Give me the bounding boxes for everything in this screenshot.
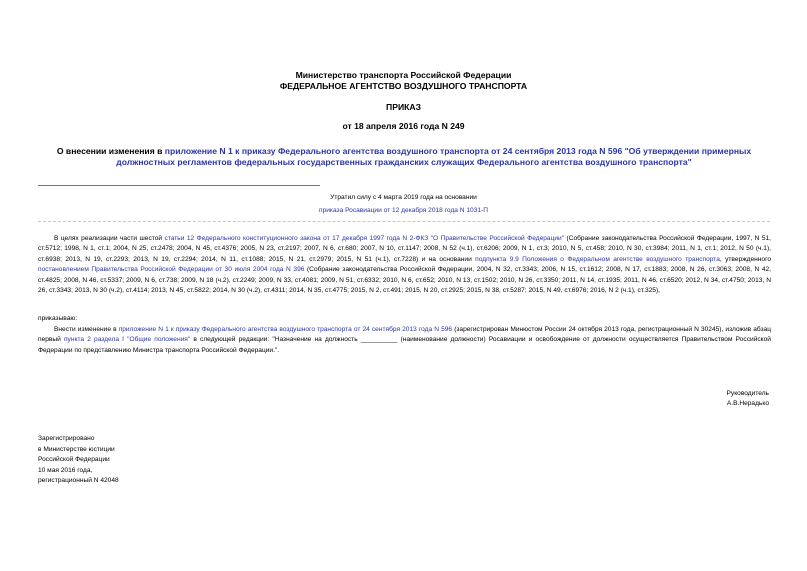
registration-line: Зарегистрировано bbox=[38, 435, 95, 442]
registration-line: 10 мая 2016 года, bbox=[38, 466, 93, 474]
order-text-1: Внести изменение в bbox=[54, 326, 119, 333]
status-note: Утратил силу с 4 марта 2019 года на основании bbox=[330, 194, 477, 201]
preamble-paragraph bbox=[38, 234, 771, 296]
link-subpoint-9-9[interactable]: подпункта 9.9 Положения о Федеральном агентстве воздушного транспорта bbox=[475, 255, 720, 263]
document-type: ПРИКАЗ bbox=[386, 102, 421, 112]
title-link-appendix[interactable]: приложение N 1 к приказу Федерального агентства воздушного транспорта от 24 сентября 2013 года N 596 "Об утверждении примерных должностных регламентов федеральных государственных гражданских служащих Федерального агентства воздушного транспорта" bbox=[116, 146, 752, 167]
status-link-wrap bbox=[0, 207, 807, 214]
status-separator bbox=[38, 221, 770, 222]
order-text-3: в следующей редакции: "Назначение на должность __________ (наименование должности) Росавиации и освобождение от должности осуществляется Правительством Российской Федерации по представлению Министра транспорта Российской Федерации.". bbox=[38, 336, 771, 354]
preamble-text-1: В целях реализации части шестой bbox=[54, 235, 165, 242]
registration-line: Российской Федерации bbox=[38, 456, 110, 463]
status-link-rosaviatsia-order[interactable]: приказа Росавиации от 12 декабря 2018 года N 1031-П bbox=[319, 207, 488, 214]
order-paragraph bbox=[38, 325, 771, 356]
signature-role: Руководитель bbox=[726, 390, 769, 397]
link-appendix-1-order-596[interactable]: приложение N 1 к приказу Федерального агентства воздушного транспорта от 24 сентября 2013 года N 596 bbox=[118, 326, 453, 333]
registration-line: регистрационный N 42048 bbox=[38, 477, 119, 484]
signature-name: А.В.Нерадько bbox=[726, 400, 769, 407]
order-word: приказываю: bbox=[38, 315, 78, 322]
agency-name: ФЕДЕРАЛЬНОЕ АГЕНТСТВО ВОЗДУШНОГО ТРАНСПОРТА bbox=[279, 81, 528, 91]
separator-line bbox=[38, 185, 320, 186]
registration-line: в Министерстве юстиции bbox=[38, 445, 115, 453]
document-title bbox=[44, 146, 764, 168]
title-prefix: О внесении изменения в bbox=[56, 146, 165, 156]
preamble-text-2: (Собрание законодательства Российской Федерации, 1997, N 51, ст.5712; 1998, N 1, ст.1; 2004, N 25, ст.2478; 2004, N 45, ст.4376; 2005, N 23, ст.2197; 2007, N 6, ст.680; 2007, N 10, ст.1147; 2008, N 52 (ч.1), ст.6206; 2009, N 1, ст.3; 2010, N 5, ст.458; 2010, N 30, ст.3984; 2011, N 1, ст.1; 2012, N 50 (ч.1), ст.6938; 2013, N 19, ст.2293; 2013, N 19, ст.2294; 2014, N 11, ст.1088; 2015, N 21, ст.2979; 2015, N 51 (ч.1), ст.7228) и на основании bbox=[38, 235, 771, 263]
registration-block bbox=[38, 434, 119, 487]
link-fkz-article-12[interactable]: статьи 12 Федерального конституционного закона от 17 декабря 1997 года N 2-ФКЗ "О Правительстве Российской Федерации" bbox=[164, 235, 565, 242]
ministry-name: Министерство транспорта Российской Федерации bbox=[295, 70, 512, 80]
preamble-text-4: (Собрание законодательства Российской Федерации, 2004, N 32, ст.3343; 2006, N 15, ст.1612; 2008, N 17, ст.1883; 2008, N 26, ст.3063; 2008, N 42, ст.4825; 2008, N 46, ст.5337; 2009, N 6, ст.738; 2009, N 18 (ч.2), ст.2249; 2009, N 33, ст.4081; 2009, N 51, ст.6332; 2010, N 6, ст.652; 2010, N 13, ст.1502; 2010, N 26, ст.3350; 2011, N 14, ст.1935; 2011, N 46, ст.6520; 2012, N 34, ст.4750; 2013, N 26, ст.3343; 2013, N 30 (ч.2), ст.4114; 2013, N 45, ст.5822; 2014, N 30 (ч.2), ст.4311; 2014, N 35, ст.4775; 2015, N 2, ст.491; 2015, N 20, ст.2925; 2015, N 38, ст.5287; 2015, N 49, ст.6976; 2016, N 2 (ч.1), ст.325), bbox=[38, 266, 771, 295]
preamble-text-3: , утвержденного bbox=[719, 255, 772, 263]
link-point-2-section-1[interactable]: пункта 2 раздела I "Общие положения" bbox=[63, 336, 191, 344]
link-government-resolution-396[interactable]: постановлением Правительства Российской Федерации от 30 июля 2004 года N 396 bbox=[38, 266, 305, 274]
document-date-number: от 18 апреля 2016 года N 249 bbox=[342, 121, 465, 131]
order-text-2: (зарегистрирован Минюстом России 24 октября 2013 года, регистрационный N 30245), изложив абзац первый bbox=[38, 326, 771, 344]
